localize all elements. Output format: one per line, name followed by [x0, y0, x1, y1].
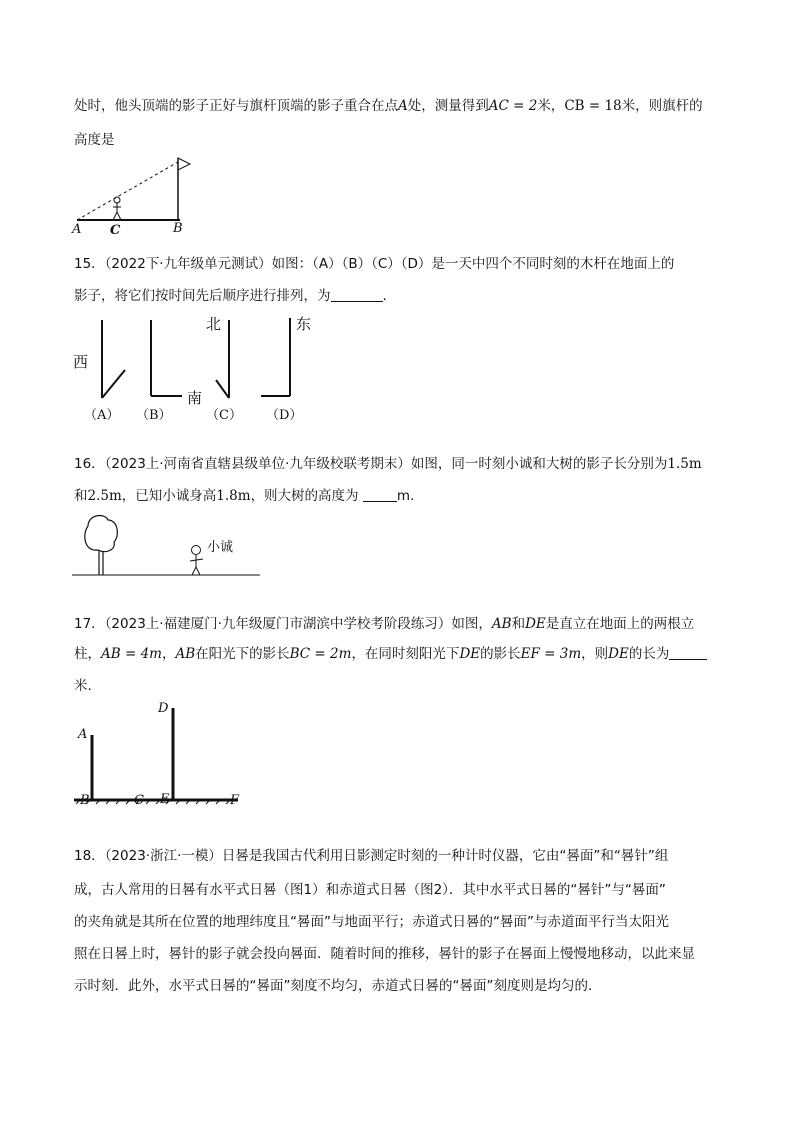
q14-line-1 [74, 96, 703, 116]
question-number: 16． [74, 456, 105, 472]
q17-text: 柱， [74, 646, 101, 662]
q14-text: 米，则旗杆的 [621, 98, 703, 114]
label-c: C [134, 793, 144, 808]
question-source: （2023上·福建厦门·九年级厦门市湖滨中学校考阶段练习） [104, 616, 452, 632]
label-east: 东 [296, 315, 312, 333]
q15-text: 如图：（A）（B）（C）（D）是一天中四个不同时刻的木杆在地面上的 [271, 256, 675, 272]
q17-text: ， [161, 646, 176, 662]
answer-blank [363, 487, 397, 502]
label-north: 北 [206, 315, 222, 333]
label-d: D [158, 701, 169, 716]
q15-text: . [382, 288, 387, 304]
label-c: C [110, 223, 121, 238]
tree-crown [85, 515, 118, 551]
q16-value: 2.5m [87, 488, 122, 504]
q17-text: 的长为 [628, 646, 670, 662]
q16-value: 1.8m [216, 488, 251, 504]
label-b: B [80, 793, 90, 808]
label-a: A [78, 727, 88, 742]
person-head [114, 197, 120, 203]
q17-math: AB [491, 616, 512, 632]
q17-text: ，在同时刻阳光下 [351, 646, 460, 662]
question-number: 18． [74, 848, 105, 864]
q17-math: DE [608, 646, 629, 662]
q17-math: AB [175, 646, 196, 662]
q17-text: 如图， [451, 616, 492, 632]
q15-line-1 [74, 254, 674, 274]
flag [178, 158, 190, 170]
q17-text: 在阳光下的影长 [195, 646, 290, 662]
q16-figure [70, 510, 270, 580]
q15-text: 影子，将它们按时间先后顺序进行排列，为 [74, 288, 331, 304]
person-leg [196, 567, 200, 575]
question-source: （2023上·河南省直辖县级单位·九年级校联考期末） [104, 456, 411, 472]
q16-text: m. [396, 488, 415, 504]
label-f: F [230, 793, 240, 808]
caption-c: （C） [206, 408, 242, 423]
q18-line-5: 示时刻．此外，水平式日晷的“晷面”刻度不均匀，赤道式日晷的“晷面”刻度则是均匀的． [74, 978, 602, 994]
q16-text: ，已知小诚身高 [121, 488, 217, 504]
q18-line-3: 的夹角就是其所在位置的地理纬度且“晷面”与地面平行；赤道式日晷的“晷面”与赤道面平行当太阳光 [74, 914, 669, 930]
q17-line-3 [74, 676, 92, 696]
shadow-c [216, 380, 229, 398]
q14-figure [70, 150, 210, 238]
q17-text: ，则 [581, 646, 609, 662]
q14-eq-cb: CB = 18 [564, 98, 622, 114]
q17-text: 是直立在地面上的两根立 [545, 616, 695, 632]
q14-text: 处，测量得到 [407, 98, 489, 114]
person-leg [113, 212, 117, 220]
q16-text: 和 [74, 488, 88, 504]
q15-figure [70, 310, 330, 425]
q16-line-1 [74, 454, 702, 474]
q16-line-2 [74, 486, 414, 506]
q17-text: 米. [74, 678, 92, 694]
person-leg [117, 212, 121, 220]
label-e: E [160, 792, 170, 807]
label-person: 小诚 [207, 540, 234, 555]
q17-math: DE [459, 646, 481, 662]
person-leg [192, 567, 196, 575]
sun-ray [77, 162, 178, 220]
q17-math: BC = 2m [289, 646, 352, 662]
caption-a: （A） [84, 408, 120, 423]
label-west: 西 [73, 353, 89, 371]
q15-line-2 [74, 286, 387, 306]
answer-blank [331, 287, 383, 302]
q18-line-1 [74, 846, 668, 866]
caption-d: （D） [266, 408, 303, 423]
answer-blank [669, 645, 707, 660]
q17-text: 和 [511, 616, 526, 632]
q17-math: AB = 4m [101, 646, 162, 662]
q16-text: 如图，同一时刻小诚和大树的影子长分别为 [410, 456, 668, 472]
q16-value: 1.5m [667, 456, 702, 472]
q18-line-4: 照在日晷上时，晷针的影子就会投向晷面．随着时间的推移，晷针的影子在晷面上慢慢地移动，以此来显 [74, 946, 695, 962]
q16-text: ，则大树的高度为 [250, 488, 359, 504]
q14-line-2 [74, 130, 115, 150]
q17-line-2 [74, 644, 707, 664]
q18-text: 日晷是我国古代利用日影测定时刻的一种计时仪器，它由“晷面”和“晷针”组 [221, 848, 669, 864]
caption-b: （B） [136, 408, 172, 423]
shadow-a [102, 370, 125, 398]
q14-text: 高度是 [74, 132, 115, 148]
q18-line-2: 成，古人常用的日晷有水平式日晷（图1）和赤道式日晷（图2）．其中水平式日晷的“晷针”与“晷面” [74, 882, 666, 898]
question-source: （2022下·九年级单元测试） [104, 256, 272, 272]
label-b: B [173, 221, 183, 236]
q17-math: DE [525, 616, 546, 632]
q17-line-1 [74, 614, 694, 634]
label-a: A [72, 222, 82, 237]
q17-math: EF = 3m [520, 646, 582, 662]
question-source: （2023·浙江·一模） [104, 848, 222, 864]
q17-text: 的影长 [480, 646, 521, 662]
q14-eq-ac: AC = 2 [488, 98, 538, 114]
q17-figure [70, 700, 250, 810]
q14-point-a: A [398, 98, 408, 114]
question-number: 17． [74, 616, 105, 632]
q14-text: 米， [537, 98, 565, 114]
q14-text: 处时，他头顶端的影子正好与旗杆顶端的影子重合在点 [74, 98, 398, 114]
person-head [192, 546, 201, 555]
question-number: 15． [74, 256, 105, 272]
label-south: 南 [187, 389, 203, 407]
